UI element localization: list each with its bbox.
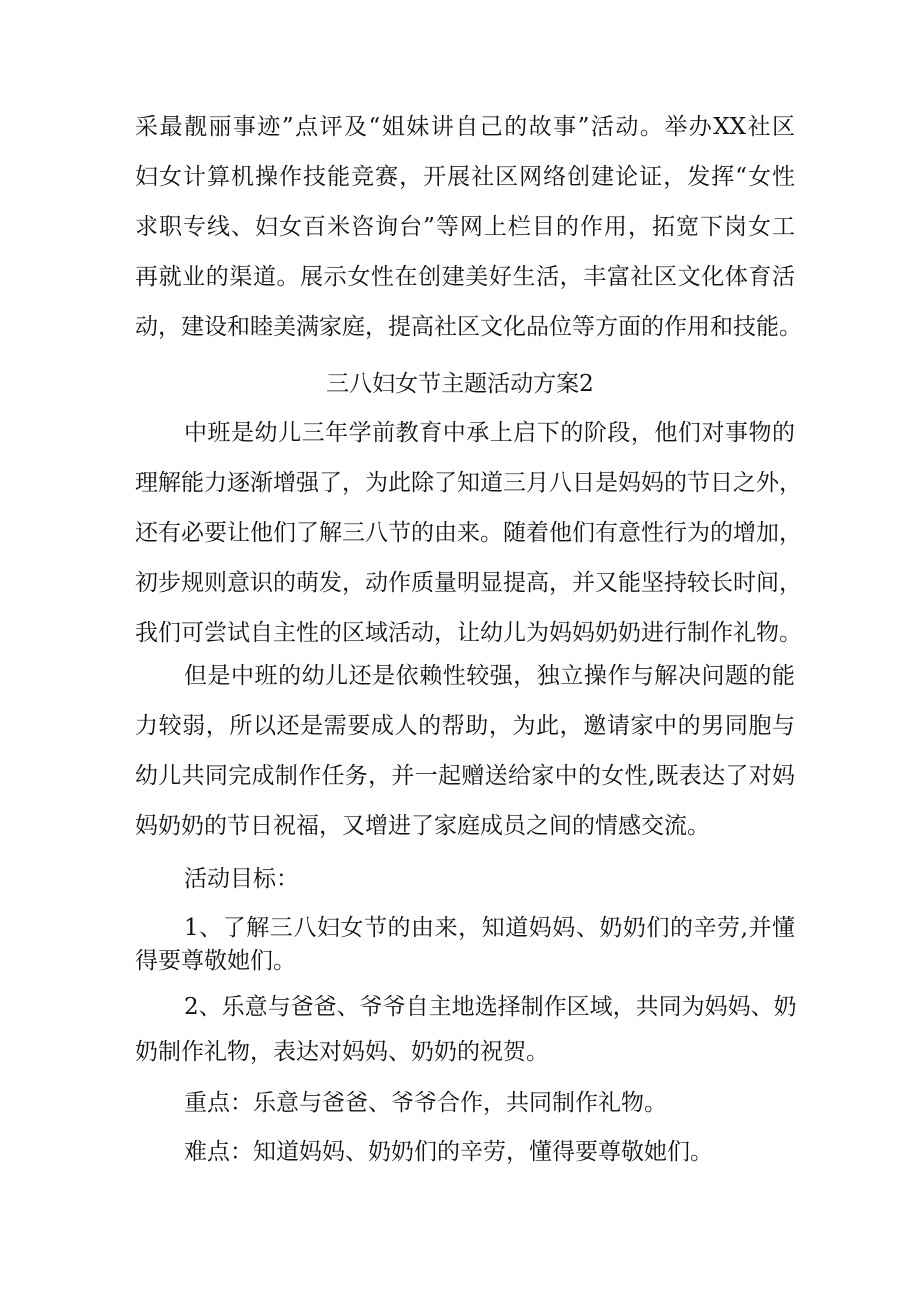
- text-line: 1、了解三八妇女节的由来，知道妈妈、奶奶们的辛劳,并懂: [184, 915, 795, 941]
- text-line: 奶制作礼物，表达对妈妈、奶奶的祝贺。: [135, 1039, 549, 1065]
- text-line: 力较弱，所以还是需要成人的帮助，为此，邀请家中的男同胞与: [135, 713, 795, 739]
- text-line: 理解能力逐渐增强了，为此除了知道三月八日是妈妈的节日之外，: [135, 470, 802, 496]
- section-title: 三八妇女节主题活动方案2: [326, 371, 594, 397]
- text-line: 但是中班的幼儿还是依赖性较强，独立操作与解决问题的能: [184, 663, 795, 689]
- text-line: 求职专线、妇女百米咨询台”等网上栏目的作用，拓宽下岗女工: [135, 214, 795, 240]
- text-line: 采最靓丽事迹”点评及“姐妹讲自己的故事”活动。举办XX社区: [135, 114, 795, 140]
- text-line: 幼儿共同完成制作任务，并一起赠送给家中的女性,既表达了对妈: [135, 763, 795, 789]
- text-line: 中班是幼儿三年学前教育中承上启下的阶段，他们对事物的: [184, 420, 795, 446]
- text-line: 还有必要让他们了解三八节的由来。随着他们有意性行为的增加，: [135, 520, 802, 546]
- text-line: 2、乐意与爸爸、爷爷自主地选择制作区域，共同为妈妈、奶: [184, 994, 797, 1020]
- key-point: 重点：乐意与爸爸、爷爷合作，共同制作礼物。: [184, 1090, 667, 1116]
- text-line: 妈奶奶的节日祝福，又增进了家庭成员之间的情感交流。: [135, 813, 710, 839]
- text-line: 妇女计算机操作技能竞赛，开展社区网络创建论证，发挥“女性: [135, 164, 795, 190]
- text-line: 我们可尝试自主性的区域活动，让幼儿为妈妈奶奶进行制作礼物。: [135, 620, 802, 646]
- text-line: 初步规则意识的萌发，动作质量明显提高，并又能坚持较长时间，: [135, 570, 802, 596]
- text-line: 再就业的渠道。展示女性在创建美好生活，丰富社区文化体育活: [135, 264, 795, 290]
- text-line: 得要尊敬她们。: [135, 948, 296, 974]
- text-line: 动，建设和睦美满家庭，提高社区文化品位等方面的作用和技能。: [135, 314, 802, 340]
- goals-heading: 活动目标：: [184, 866, 299, 892]
- difficulty: 难点：知道妈妈、奶奶们的辛劳，懂得要尊敬她们。: [184, 1139, 713, 1165]
